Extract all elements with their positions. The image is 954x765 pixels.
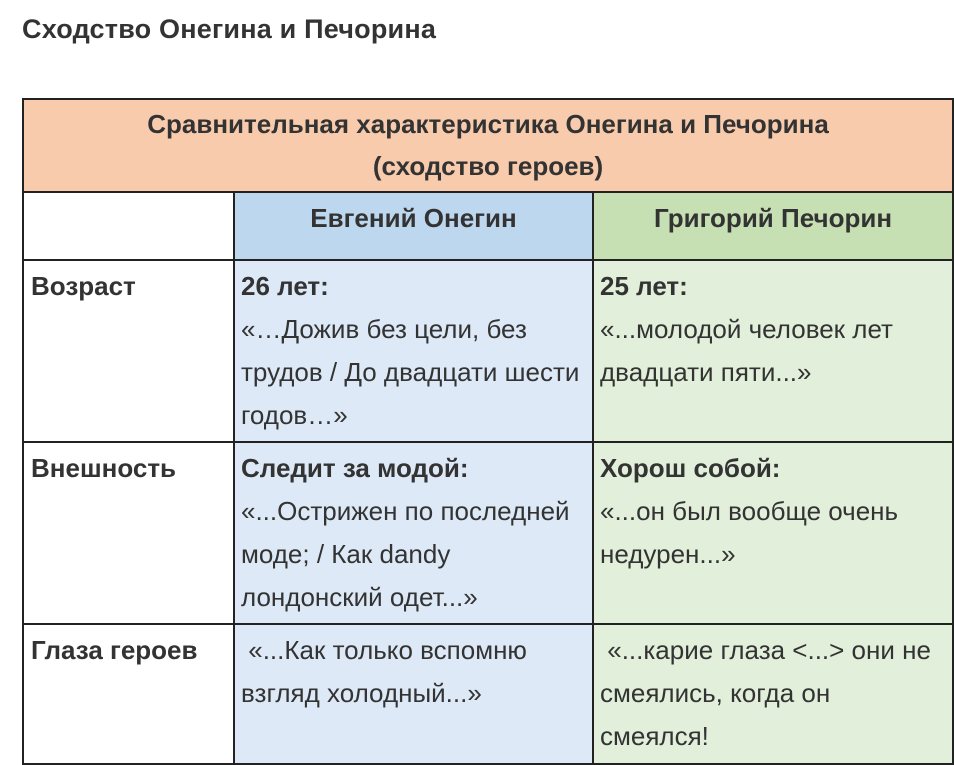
table-caption-line1: Сравнительная характеристика Онегина и Печорина [147, 109, 829, 139]
table-header-row [23, 192, 953, 260]
table-caption-line2: (сходство героев) [372, 151, 604, 181]
pechorin-appearance-cell [593, 442, 953, 624]
onegin-appearance-cell [234, 442, 593, 624]
pechorin-appearance-quote: «...он был вообще очень недурен...» [600, 496, 899, 569]
header-empty-cell [23, 192, 234, 260]
pechorin-age-quote: «...молодой человек лет двадцати пяти...» [600, 314, 893, 387]
row-label-age: Возраст [23, 260, 234, 442]
table-row [23, 260, 953, 442]
pechorin-appearance-title: Хорош собой: [600, 453, 781, 483]
header-onegin: Евгений Онегин [234, 192, 593, 260]
row-label-appearance: Внешность [23, 442, 234, 624]
row-label-eyes: Глаза героев [23, 624, 234, 764]
page-title: Сходство Онегина и Печорина [22, 14, 437, 44]
pechorin-age-title: 25 лет: [600, 271, 688, 301]
onegin-appearance-title: Следит за модой: [241, 453, 469, 483]
pechorin-eyes-cell [593, 624, 953, 764]
onegin-age-title: 26 лет: [241, 271, 329, 301]
pechorin-age-cell [593, 260, 953, 442]
onegin-age-cell [234, 260, 593, 442]
table-row [23, 624, 953, 764]
onegin-appearance-quote: «...Острижен по последней моде; / Как dandy лондонский одет...» [241, 496, 570, 612]
onegin-eyes-quote: «...Как только вспомню взгляд холодный...» [241, 635, 535, 708]
header-pechorin: Григорий Печорин [593, 192, 953, 260]
comparison-table [22, 98, 954, 765]
onegin-eyes-cell [234, 624, 593, 764]
pechorin-eyes-quote: «...карие глаза <...> они не смеялись, когда он смеялся! [600, 635, 939, 751]
table-caption [23, 99, 953, 192]
table-caption-row [23, 99, 953, 192]
table-row [23, 442, 953, 624]
onegin-age-quote: «…Дожив без цели, без трудов / До двадцати шести годов…» [241, 314, 580, 430]
